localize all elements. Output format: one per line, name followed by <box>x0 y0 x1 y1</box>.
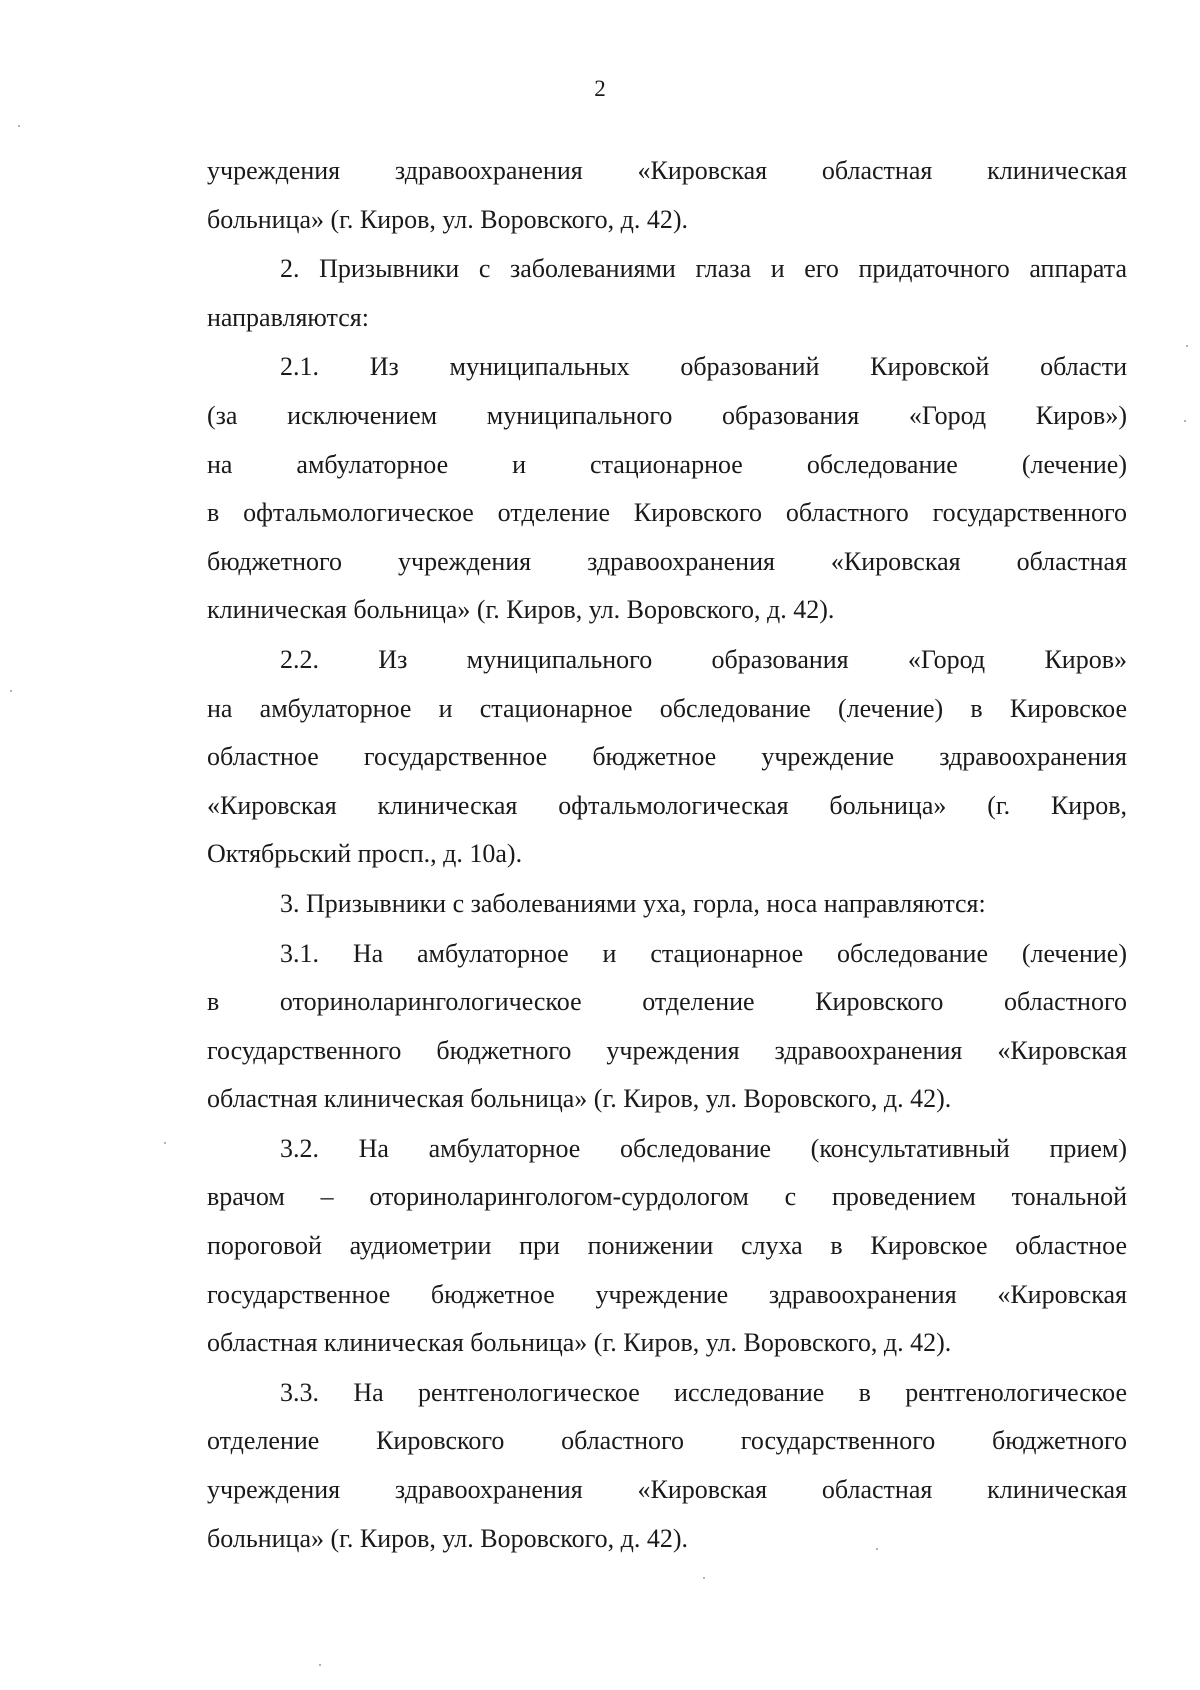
text-line: на амбулаторное и стационарное обследование (лечение) <box>207 449 1127 479</box>
text-line: в оториноларингологическое отделение Кировского областного <box>207 987 1127 1017</box>
text-line: «Кировская клиническая офтальмологическая больница» (г. Киров, <box>207 790 1127 820</box>
text-line: 2. Призывники с заболеваниями глаза и его придаточного аппарата <box>280 254 1127 284</box>
text-line: областная клиническая больница» (г. Киров, ул. Воровского, д. 42). <box>207 1328 952 1358</box>
text-line: пороговой аудиометрии при понижении слуха в Кировское областное <box>207 1231 1127 1261</box>
text-line: учреждения здравоохранения «Кировская областная клиническая <box>207 156 1127 185</box>
text-line: в офтальмологическое отделение Кировского областного государственного <box>207 498 1127 528</box>
scan-speck <box>1186 345 1188 347</box>
text-line: бюджетного учреждения здравоохранения «Кировская областная <box>207 546 1127 576</box>
text-line: больница» (г. Киров, ул. Воровского, д. 42). <box>207 1523 688 1553</box>
paragraph-item-3-3 <box>207 1369 1127 1563</box>
text-line: областная клиническая больница» (г. Киров, ул. Воровского, д. 42). <box>207 1084 952 1114</box>
paragraph-item-3 <box>207 880 1127 929</box>
text-line: государственного бюджетного учреждения здравоохранения «Кировская <box>207 1035 1127 1065</box>
text-line: государственное бюджетное учреждение здравоохранения «Кировская <box>207 1279 1127 1309</box>
text-line: учреждения здравоохранения «Кировская областная клиническая <box>207 1475 1127 1505</box>
text-line: 2.2. Из муниципального образования «Город Киров» <box>280 644 1127 674</box>
paragraph-item-2-2 <box>207 636 1127 879</box>
scan-speck <box>164 1142 166 1144</box>
text-line: 3.2. На амбулаторное обследование (консультативный прием) <box>280 1133 1127 1163</box>
text-line: 3.3. На рентгенологическое исследование в рентгенологическое <box>280 1377 1127 1407</box>
text-line: клиническая больница» (г. Киров, ул. Воровского, д. 42). <box>207 595 835 625</box>
text-line: на амбулаторное и стационарное обследование (лечение) в Кировское <box>207 693 1127 723</box>
text-line: 3. Призывники с заболеваниями уха, горла, носа направляются: <box>280 888 986 918</box>
paragraph-item-3-1 <box>207 930 1127 1124</box>
text-line: (за исключением муниципального образования «Город Киров») <box>207 400 1127 430</box>
scan-speck <box>876 1548 878 1550</box>
text-line: Октябрьский просп., д. 10а). <box>207 839 523 869</box>
paragraph-item-2-1 <box>207 343 1127 635</box>
text-line: больница» (г. Киров, ул. Воровского, д. 42). <box>207 204 688 234</box>
scan-speck <box>18 125 20 127</box>
scan-speck <box>10 690 12 692</box>
paragraph-continuation <box>207 147 1127 244</box>
text-line: областное государственное бюджетное учреждение здравоохранения <box>207 742 1127 772</box>
scan-speck <box>1184 420 1186 422</box>
text-line: 2.1. Из муниципальных образований Кировской области <box>280 352 1127 382</box>
page-number: 2 <box>594 76 606 101</box>
text-line: направляются: <box>207 302 369 332</box>
scan-speck <box>319 1664 321 1666</box>
paragraph-item-2 <box>207 245 1127 342</box>
paragraph-item-3-2 <box>207 1125 1127 1368</box>
text-line: отделение Кировского областного государственного бюджетного <box>207 1426 1127 1456</box>
text-line: врачом – оториноларингологом-сурдологом с проведением тональной <box>207 1182 1127 1212</box>
text-line: 3.1. На амбулаторное и стационарное обследование (лечение) <box>280 938 1127 968</box>
scan-speck <box>703 1577 705 1579</box>
document-body <box>207 147 1127 1564</box>
